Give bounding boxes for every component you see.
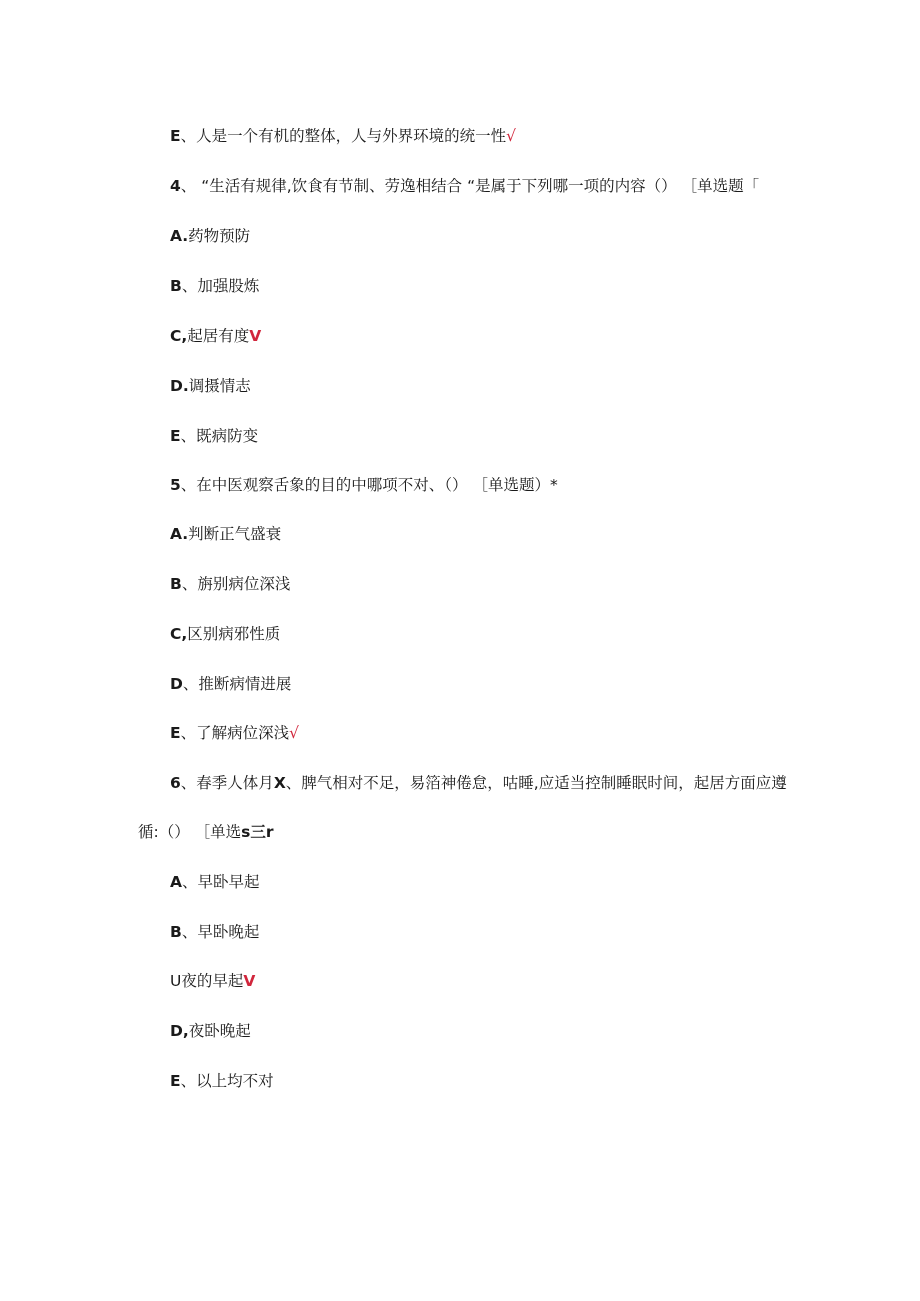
question-text: 、在中医观察舌象的目的中哪项不对、（） ［单选题）* (180, 476, 558, 494)
option-b-q5 (170, 574, 290, 594)
question-5 (170, 475, 558, 495)
question-number: 6 (170, 774, 181, 792)
question-4 (170, 176, 759, 196)
correct-check-mark: V (249, 327, 262, 345)
option-b-q4 (170, 276, 259, 296)
option-text: 、加强股炼 (181, 277, 260, 295)
option-prefix: E (170, 1072, 181, 1090)
option-text: 、既病防变 (180, 427, 259, 445)
option-a-q5 (170, 524, 281, 544)
option-text: 、推断病情进展 (182, 675, 292, 693)
question-number: 5 (170, 476, 181, 494)
option-c-q5 (170, 624, 280, 644)
option-text: 区别病邪性质 (187, 625, 281, 643)
option-text: 、人是一个有机的整体，人与外界环境的统一性 (180, 127, 507, 145)
option-prefix: C, (170, 327, 188, 345)
question-text-rest: 、脾气相对不足，易箔神倦怠，咕睡,应适当控制睡眠时间，起居方面应遵 (285, 774, 787, 792)
option-e-q5 (170, 723, 299, 743)
option-text: 、了解病位深浅 (180, 724, 290, 742)
correct-check-mark: √ (289, 724, 299, 742)
option-d-q4 (170, 376, 251, 396)
question-text-bold: s三r (241, 823, 274, 841)
option-c-q6 (170, 971, 255, 991)
option-e-q3 (170, 126, 516, 146)
option-prefix: E (170, 724, 181, 742)
option-prefix: D. (170, 377, 189, 395)
option-prefix: A. (170, 525, 189, 543)
option-text: 药物预防 (188, 227, 251, 245)
option-prefix: D, (170, 1022, 189, 1040)
question-text: 循:（） ［单选 (138, 823, 242, 841)
question-6 (170, 773, 787, 793)
option-text: 调摄情志 (188, 377, 251, 395)
option-prefix: B (170, 277, 182, 295)
option-d-q5 (170, 674, 291, 694)
option-prefix: B (170, 923, 182, 941)
option-prefix: C, (170, 625, 188, 643)
option-text: 、以上均不对 (180, 1072, 274, 1090)
option-b-q6 (170, 922, 259, 942)
question-text-bold: X (273, 774, 286, 792)
option-c-q4 (170, 326, 261, 346)
question-6-continuation (138, 822, 274, 842)
option-prefix: A. (170, 227, 189, 245)
question-number: 4 (170, 177, 181, 195)
option-text: 、旃别病位深浅 (181, 575, 291, 593)
option-e-q6 (170, 1071, 274, 1091)
question-text: 、 “生活有规律,饮食有节制、劳逸相结合 “是属于下列哪一项的内容（） ［单选题「 (180, 177, 760, 195)
option-text: 、早卧晚起 (181, 923, 260, 941)
option-d-q6 (170, 1021, 251, 1041)
correct-check-mark: V (243, 972, 256, 990)
option-text: 夜卧晚起 (188, 1022, 251, 1040)
option-text: 起居有度 (187, 327, 250, 345)
option-text: 判断正气盛衰 (188, 525, 282, 543)
option-prefix: D (170, 675, 183, 693)
option-text: 、早卧早起 (182, 873, 260, 891)
correct-check-mark: √ (506, 127, 516, 145)
option-text: U夜的早起 (170, 972, 244, 990)
option-a-q6 (170, 872, 260, 892)
option-e-q4 (170, 426, 258, 446)
option-prefix: E (170, 427, 181, 445)
option-a-q4 (170, 226, 250, 246)
option-prefix: A (170, 873, 182, 891)
option-prefix: B (170, 575, 182, 593)
question-text: 、春季人体月 (180, 774, 274, 792)
option-prefix: E (170, 127, 181, 145)
